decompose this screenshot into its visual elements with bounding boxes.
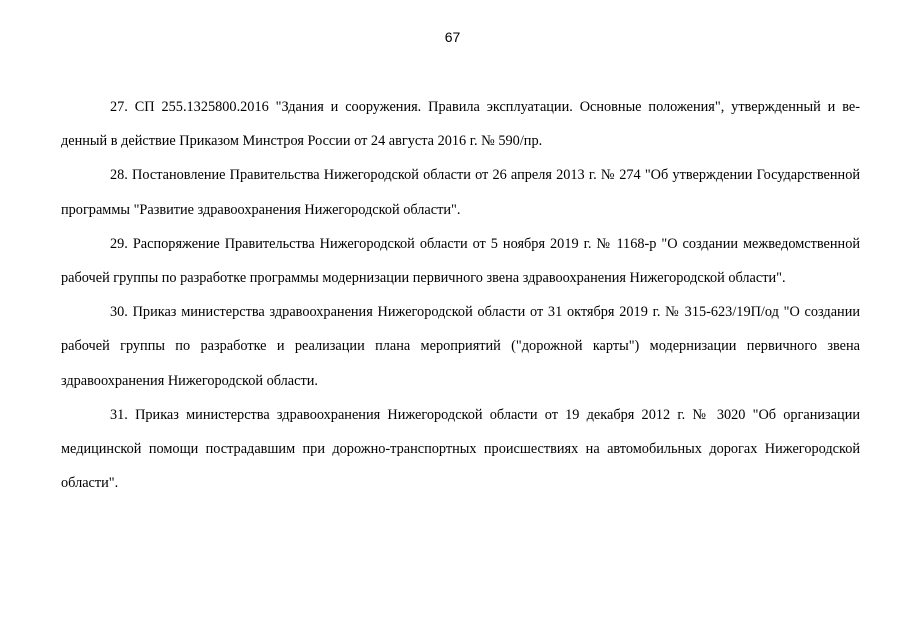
page-number: 67 (444, 29, 461, 45)
reference-item-31: 31. Приказ министерства здравоохранения Нижегородской области от 19 декабря 2012 г. № 3020 "Об организации медицинской помощи пострадавшим при дорожно-транспортных происшествиях на автомобильных дорогах Нижегородской области". (61, 406, 860, 492)
reference-item-30: 30. Приказ министерства здравоохранения Нижегородской области от 31 октября 2019 г. № 315-623/19П/од "О создании рабочей группы по разработке и реализации плана мероприятий ("дорожной карты") модернизации первичного звена здравоохранения Нижегородской области. (61, 304, 860, 389)
reference-item-28: 28. Постановление Правительства Нижегородской области от 26 апреля 2013 г. № 274 "Об утверждении Государственной программы "Развитие здравоохранения Нижегородской области". (61, 167, 860, 218)
reference-list (61, 90, 860, 500)
reference-item-29: 29. Распоряжение Правительства Нижегородской области от 5 ноября 2019 г. № 1168-р "О создании межведомственной рабочей группы по разработке программы модернизации первичного звена здравоохранения Нижегородской области". (61, 235, 860, 287)
reference-item-27: 27. СП 255.1325800.2016 "Здания и сооружения. Правила эксплуатации. Основные положения", утвержденный и веденный в действие Приказом Минстроя России от 24 августа 2016 г. № 590/пр. (61, 99, 860, 150)
